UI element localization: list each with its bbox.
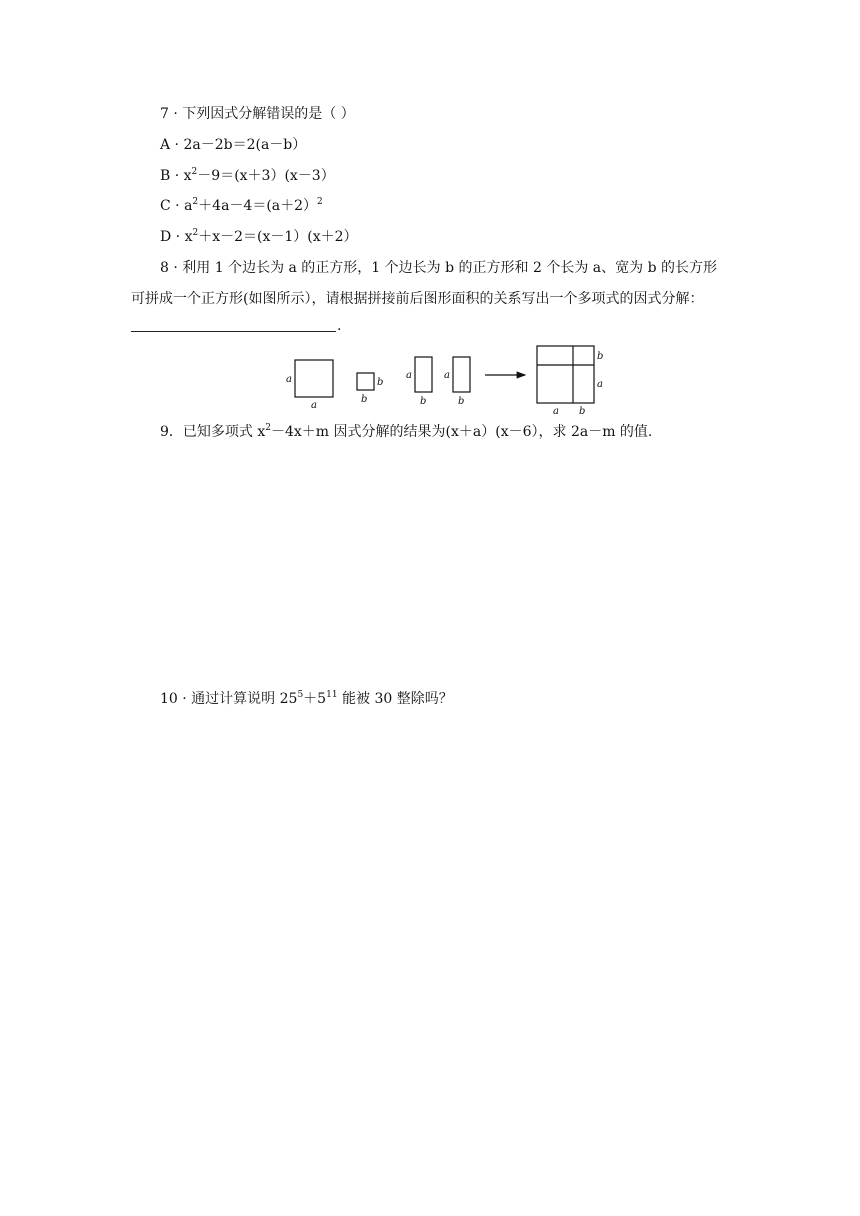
label-a: a	[597, 379, 603, 390]
question-7-option-c: $C \cdot a^2+4a-4=(a+2)^2$	[160, 197, 323, 214]
label-a: a	[553, 406, 559, 417]
label-a: a	[311, 400, 317, 411]
label-b: b	[597, 351, 604, 362]
question-7-option-b: $B \cdot x^2-9=(x+3)(x-3)$	[160, 167, 335, 184]
label-b: b	[377, 377, 384, 388]
square-a	[295, 360, 333, 397]
question-10: 10 · 通过计算说明 $25^5+5^{11}$ 能被 30 整除吗？	[160, 690, 453, 707]
question-7-stem: 7 · 下列因式分解错误的是（ ）	[160, 106, 355, 122]
square-b	[357, 373, 374, 390]
rectangle-ab-1	[415, 357, 432, 392]
label-a: a	[444, 370, 450, 381]
label-a: a	[286, 374, 292, 385]
label-a: a	[406, 370, 412, 381]
answer-blank[interactable]	[131, 331, 336, 332]
question-7-option-d: $D \cdot x^2+x-2=(x-1)(x+2)$	[160, 228, 358, 245]
label-b: b	[579, 406, 586, 417]
label-b: b	[361, 394, 368, 405]
square-assembly-figure	[0, 340, 860, 420]
label-b: b	[458, 396, 465, 407]
answer-blank-period: .	[337, 318, 342, 334]
question-8-line-2: 可拼成一个正方形(如图所示），请根据拼接前后图形面积的关系写出一个多项式的因式分解：	[131, 291, 704, 307]
label-b: b	[420, 396, 427, 407]
combined-square	[537, 346, 594, 403]
question-8-line-1: 8 · 利用 1 个边长为 a 的正方形，1 个边长为 b 的正方形和 2 个长为 a、宽为 b 的长方形	[160, 260, 717, 276]
rectangle-ab-2	[453, 357, 470, 392]
question-7-option-a: A · 2a－2b＝2(a－b）	[160, 137, 307, 153]
question-9: 9．已知多项式 $x^2-4x+m$ 因式分解的结果为(x＋a）(x－6），求 2a－m 的值.	[160, 423, 653, 440]
